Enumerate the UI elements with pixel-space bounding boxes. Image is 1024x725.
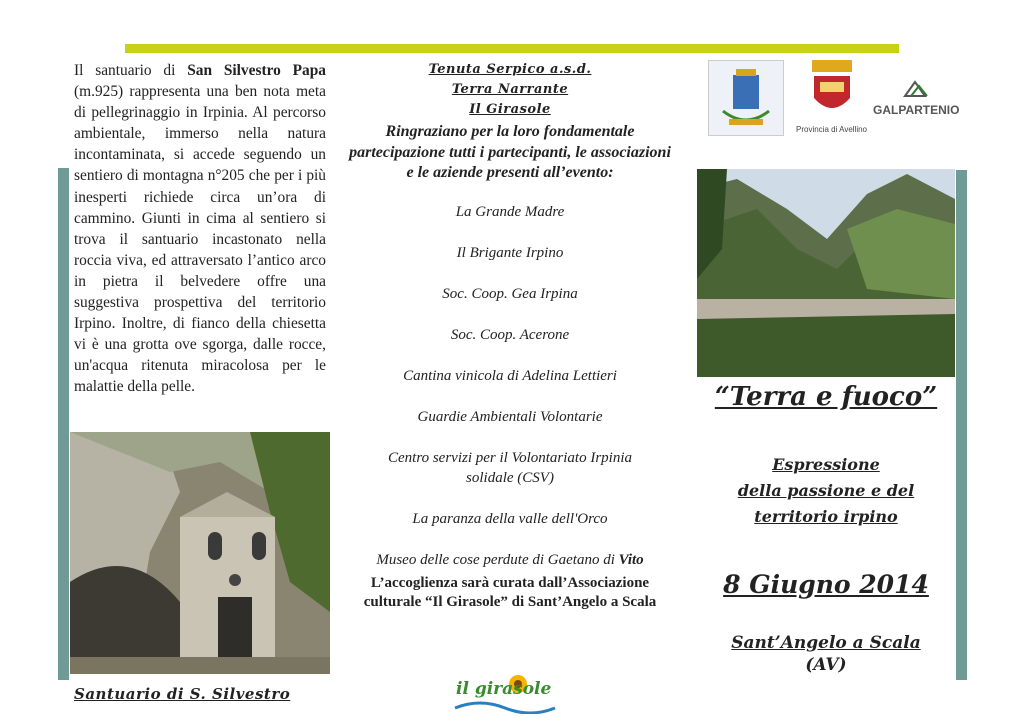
sponsor-item: Guardie Ambientali Volontarie	[417, 408, 603, 425]
thanks-text: Ringraziano per la loro fondamentale partecipazione tutti i partecipanti, le associazioni e le aziende presenti all’evento:	[349, 123, 671, 181]
sponsor-item: La Grande Madre	[455, 203, 565, 220]
subtitle-line: della passione e del	[737, 481, 915, 500]
right-side-bar	[956, 170, 967, 680]
provincia-crest: Provincia di Avellino	[800, 58, 870, 138]
sanctuary-photo	[70, 432, 330, 674]
event-title: “Terra e fuoco”	[714, 382, 938, 412]
event-subtitle	[697, 452, 955, 530]
event-date: 8 Giugno 2014	[723, 570, 929, 599]
org-line: Il Girasole	[469, 102, 551, 117]
org-line: Tenuta Serpico a.s.d.	[428, 62, 592, 77]
top-accent-bar	[125, 44, 899, 53]
org-line: Terra Narrante	[451, 82, 569, 97]
sponsor-item: La paranza della valle dell'Orco	[412, 510, 608, 527]
sponsor-item: Centro servizi per il Volontariato Irpinia solidale (CSV)	[387, 449, 633, 486]
middle-column	[345, 60, 675, 612]
sponsor-item-museo: Museo delle cose perdute di Gaetano di Vito	[376, 551, 644, 568]
intro-text: Il santuario di	[74, 62, 188, 79]
sponsor-logos	[705, 58, 965, 138]
left-side-bar	[58, 168, 69, 680]
event-place	[697, 632, 955, 676]
place-line: Sant’Angelo a Scala	[731, 633, 921, 653]
sponsor-item: Soc. Coop. Gea Irpina	[442, 285, 578, 302]
sponsor-item: Cantina vinicola di Adelina Lettieri	[403, 367, 617, 384]
svg-text:il girasole: il girasole	[456, 679, 552, 699]
municipality-crest	[708, 60, 784, 136]
place-line: (AV)	[805, 655, 847, 675]
sanctuary-description	[74, 60, 326, 398]
photo-caption: Santuario di S. Silvestro	[74, 685, 291, 703]
girasole-logo	[450, 668, 560, 714]
sanctuary-name: San Silvestro Papa	[187, 62, 326, 79]
description-body: (m.925) rappresenta una ben nota meta di pellegrinaggio in Irpinia. Al percorso ambientale, immerso nella natura incontaminata, si accede seguendo un sentiero di montagna n°205 che per i più inesperti richiede circa un’ora di cammino. Giunti in cima al sentiero si trova il santuario incastonato nella roccia viva, ed attraversato l’antico arco in pietra il belvedere offre una suggestiva prospettiva del territorio Irpino. Inoltre, di fianco della chiesetta vi è una grotta ove sgorga, dalle rocce, un'acqua ritenuta miracolosa per le malattie della pelle.	[74, 83, 326, 396]
hosting-text: L’accoglienza sarà curata dall’Associazione culturale “Il Girasole” di Sant’Angelo a Scala	[363, 574, 657, 610]
gal-partenio-logo: GALPARTENIO	[873, 78, 963, 118]
landscape-photo	[697, 169, 955, 377]
subtitle-line: Espressione	[772, 455, 880, 474]
subtitle-line: territorio irpino	[754, 507, 898, 526]
sponsor-item: Il Brigante Irpino	[456, 244, 564, 261]
sponsor-item: Soc. Coop. Acerone	[450, 326, 570, 343]
